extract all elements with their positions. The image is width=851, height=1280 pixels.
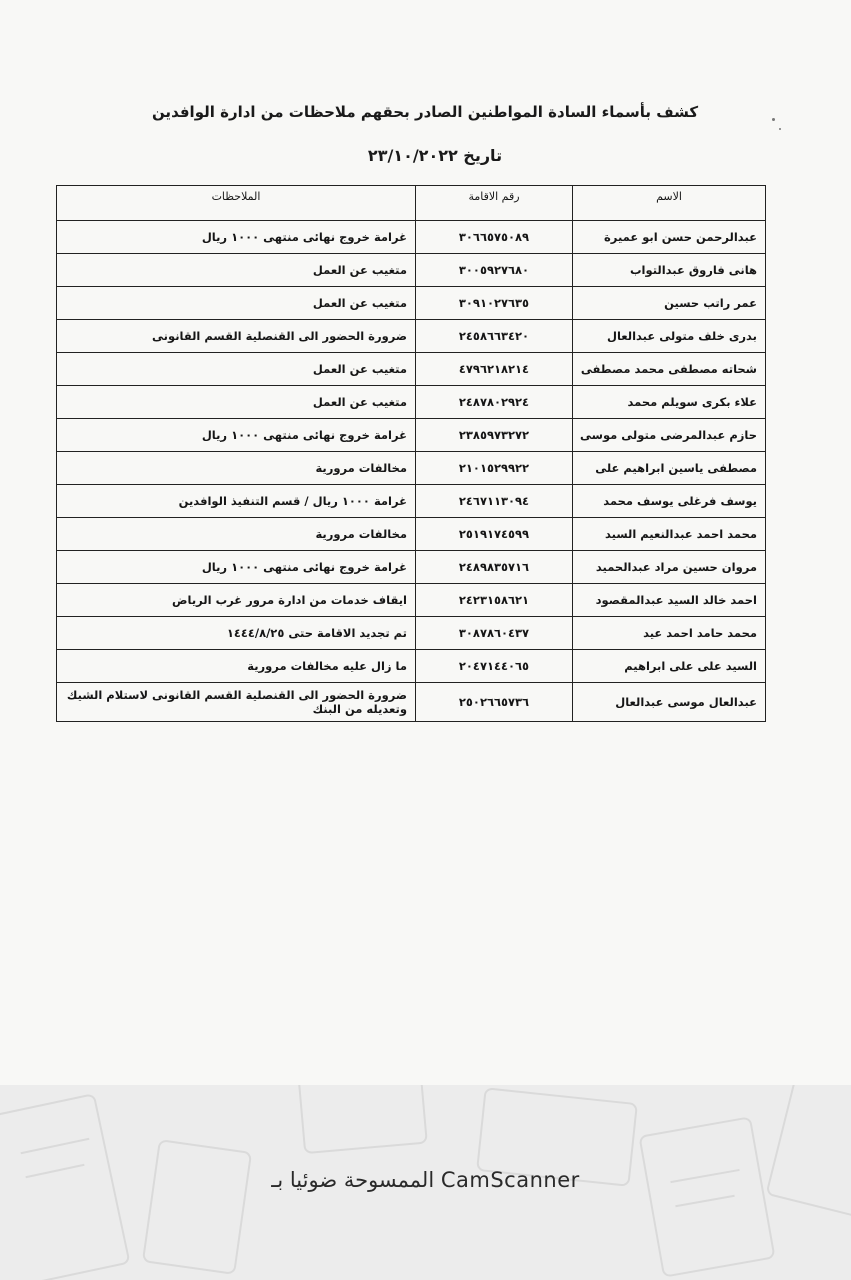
document-title: كشف بأسماء السادة المواطنين الصادر بحقهم ملاحظات من ادارة الوافدين [151, 103, 699, 121]
cell-notes: غرامة خروج نهائى منتهى ١٠٠٠ ريال [57, 221, 416, 254]
cell-name: مروان حسين مراد عبدالحميد [573, 551, 766, 584]
cell-iqama: ٢٥١٩١٧٤٥٩٩ [416, 518, 573, 551]
decorative-document-icon [765, 1085, 851, 1220]
decorative-document-icon [638, 1116, 775, 1278]
cell-name: بدرى خلف متولى عبدالعال [573, 320, 766, 353]
cell-iqama: ٢٣٨٥٩٧٣٢٧٢ [416, 419, 573, 452]
scan-speck [779, 128, 781, 130]
cell-notes: متغيب عن العمل [57, 353, 416, 386]
cell-iqama: ٤٧٩٦٢١٨٢١٤ [416, 353, 573, 386]
cell-name: علاء بكرى سويلم محمد [573, 386, 766, 419]
cell-notes: ايقاف خدمات من ادارة مرور غرب الرياض [57, 584, 416, 617]
table-row [57, 254, 766, 287]
header-notes: الملاحظات [57, 186, 416, 221]
cell-name: شحاته مصطفى محمد مصطفى [573, 353, 766, 386]
table-row [57, 221, 766, 254]
table-row [57, 518, 766, 551]
cell-notes: غرامة خروج نهائى منتهى ١٠٠٠ ريال [57, 419, 416, 452]
cell-name: مصطفى ياسين ابراهيم على [573, 452, 766, 485]
cell-notes: غرامة خروج نهائى منتهى ١٠٠٠ ريال [57, 551, 416, 584]
cell-name: عبدالرحمن حسن ابو عميرة [573, 221, 766, 254]
cell-iqama: ٢٤٨٩٨٣٥٧١٦ [416, 551, 573, 584]
cell-iqama: ٣٠٠٥٩٢٧٦٨٠ [416, 254, 573, 287]
cell-iqama: ٣٠٦٦٥٧٥٠٨٩ [416, 221, 573, 254]
header-iqama: رقم الاقامة [416, 186, 573, 221]
table-row [57, 485, 766, 518]
cell-notes: متغيب عن العمل [57, 287, 416, 320]
watermark-brand: CamScanner [440, 1168, 580, 1192]
cell-notes: تم تجديد الاقامة حتى ١٤٤٤/٨/٢٥ [57, 617, 416, 650]
scan-speck [772, 118, 775, 121]
decorative-document-icon [296, 1085, 428, 1154]
cell-name: محمد حامد احمد عيد [573, 617, 766, 650]
table-row [57, 386, 766, 419]
cell-iqama: ٢٥٠٢٦٦٥٧٣٦ [416, 683, 573, 722]
cell-iqama: ٢٤٢٣١٥٨٦٢١ [416, 584, 573, 617]
cell-iqama: ٣٠٨٧٨٦٠٤٣٧ [416, 617, 573, 650]
cell-name: حازم عبدالمرضى متولى موسى [573, 419, 766, 452]
table-row [57, 353, 766, 386]
table-row [57, 320, 766, 353]
citizens-table [56, 185, 766, 722]
table-header-row [57, 186, 766, 221]
watermark-prefix: الممسوحة ضوئيا بـ [271, 1168, 435, 1192]
table-row [57, 617, 766, 650]
table-row [57, 452, 766, 485]
cell-name: هانى فاروق عبدالتواب [573, 254, 766, 287]
cell-iqama: ٢٤٦٧١١٣٠٩٤ [416, 485, 573, 518]
cell-notes: غرامة ١٠٠٠ ريال / قسم التنفيذ الوافدين [57, 485, 416, 518]
cell-notes: مخالفات مرورية [57, 452, 416, 485]
cell-iqama: ٣٠٩١٠٢٧٦٣٥ [416, 287, 573, 320]
cell-iqama: ٢١٠١٥٢٩٩٢٢ [416, 452, 573, 485]
cell-iqama: ٢٤٨٧٨٠٢٩٢٤ [416, 386, 573, 419]
decorative-document-icon [142, 1139, 252, 1275]
cell-notes: ما زال عليه مخالفات مرورية [57, 650, 416, 683]
cell-notes: ضرورة الحضور الى القنصلية القسم القانونى لاستلام الشيك وتعديله من البنك [57, 683, 416, 722]
cell-notes: متغيب عن العمل [57, 386, 416, 419]
cell-iqama: ٢٤٥٨٦٦٣٤٢٠ [416, 320, 573, 353]
cell-name: السيد على على ابراهيم [573, 650, 766, 683]
cell-name: عبدالعال موسى عبدالعال [573, 683, 766, 722]
table-row [57, 419, 766, 452]
table-row [57, 584, 766, 617]
cell-notes: متغيب عن العمل [57, 254, 416, 287]
cell-iqama: ٢٠٤٧١٤٤٠٦٥ [416, 650, 573, 683]
document-date: تاريخ ٢٣/١٠/٢٠٢٢ [367, 146, 503, 165]
cell-name: احمد خالد السيد عبدالمقصود [573, 584, 766, 617]
cell-notes: مخالفات مرورية [57, 518, 416, 551]
cell-name: عمر راتب حسين [573, 287, 766, 320]
table-row [57, 650, 766, 683]
header-name: الاسم [573, 186, 766, 221]
cell-notes: ضرورة الحضور الى القنصلية القسم القانونى [57, 320, 416, 353]
table-row [57, 287, 766, 320]
table-row [57, 683, 766, 722]
table-row [57, 551, 766, 584]
camscanner-watermark [0, 1168, 851, 1192]
cell-name: يوسف فرغلى يوسف محمد [573, 485, 766, 518]
cell-name: محمد احمد عبدالنعيم السيد [573, 518, 766, 551]
